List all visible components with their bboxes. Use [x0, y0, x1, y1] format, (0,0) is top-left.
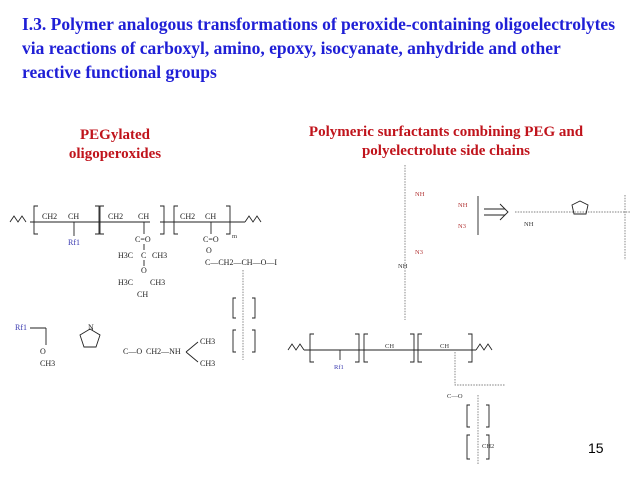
rf1-label: Rf1 [68, 238, 80, 247]
ch3-2-label: CH3 [150, 278, 166, 287]
o-r-label: O [206, 246, 212, 255]
inset-n3-label: N3 [458, 223, 466, 230]
wavy-end-right-right [476, 344, 492, 350]
wavy-end-left [10, 216, 26, 222]
o-b-label: O [40, 347, 46, 356]
bond-rf1-bottom [30, 328, 46, 345]
nh-small-label: NH [398, 263, 408, 270]
n-b-label: N [88, 323, 94, 332]
h3c-1-label: H3C [118, 251, 134, 260]
ch2-c-label: CH2 [180, 212, 196, 221]
lower-side-chain [455, 352, 505, 385]
nh-label: NH [415, 191, 425, 198]
ch3-c1-label: CH3 [200, 337, 216, 346]
n3-label: N3 [415, 249, 423, 256]
wavy-end-left-right [288, 344, 304, 350]
peg-bracket-1 [233, 298, 255, 318]
ch-b-label: CH [138, 212, 150, 221]
o-mid-label: O [141, 266, 147, 275]
ch-c-label: CH [205, 212, 217, 221]
ch3-1-label: CH3 [152, 251, 168, 260]
subtitle-left-line2: oligoperoxides [68, 146, 162, 162]
inset-nh-label: NH [458, 202, 468, 209]
ch3-c2-label: CH3 [200, 359, 216, 368]
rf1-bottom-label: Rf1 [15, 323, 27, 332]
right-rf1-label: Rf1 [334, 364, 344, 371]
ch2-nh-label: CH2—NH [146, 347, 181, 356]
page-number: 15 [588, 440, 604, 456]
right-ch-c-label: CH [440, 343, 450, 350]
ch2-ch-chain-label: C—CH2—CH—O—I [205, 258, 278, 267]
right-bracket-1 [310, 334, 359, 362]
reaction-arrow [484, 204, 508, 220]
lower-c-o-label: C—O [447, 393, 463, 400]
right-ch-b-label: CH [385, 343, 395, 350]
c-o-b-label: C—O [123, 347, 143, 356]
wavy-end-right [245, 216, 261, 222]
ch2-a-label: CH2 [42, 212, 58, 221]
left-structure [10, 206, 277, 368]
h3c-2-label: H3C [118, 278, 134, 287]
co-r-label: C=O [203, 235, 219, 244]
lower-bracket-1 [467, 405, 489, 427]
inset-nh2-label: NH [524, 221, 534, 228]
subtitle-right-line2: polyelectrolute side chains [361, 143, 531, 159]
lower-ch2-label: CH2 [482, 443, 495, 450]
subtitle-right-line1: Polymeric surfactants combining PEG and [308, 124, 584, 140]
ch3-b-label: CH3 [40, 359, 56, 368]
subtitle-left-line1: PEGylated [80, 127, 150, 143]
ch2-b-label: CH2 [108, 212, 124, 221]
right-structure [288, 165, 630, 465]
c-mid-label: C [141, 251, 147, 260]
isopropyl-bonds [186, 342, 198, 362]
m-subscript: m [232, 233, 238, 240]
ch-a-label: CH [68, 212, 80, 221]
co-b-label: C=O [135, 235, 151, 244]
ch-bottom-label: CH [137, 290, 149, 299]
slide-title: I.3. Polymer analogous transformations of peroxide-containing oligoelectrolytes via reactions of carboxyl, amino, epoxy, isocyanate, anhydride and other reactive functional groups [22, 14, 616, 82]
peg-bracket-2 [233, 330, 255, 352]
